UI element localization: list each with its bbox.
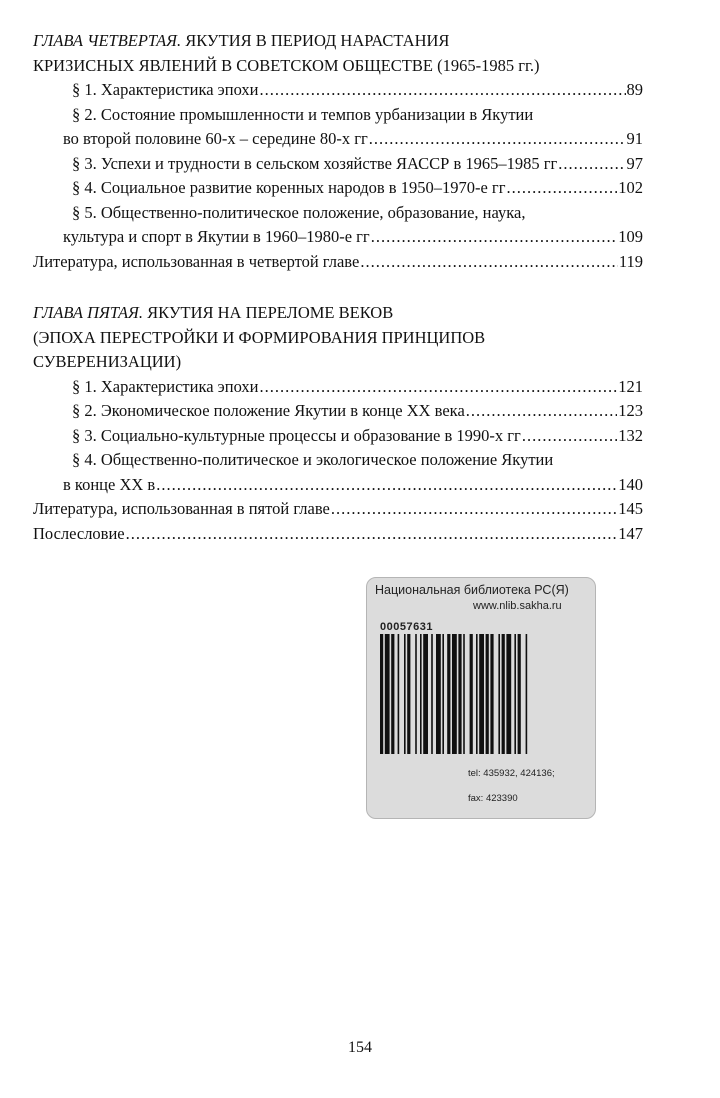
dot-leader — [371, 225, 618, 250]
library-name: Национальная библиотека РС(Я) — [375, 583, 569, 597]
toc-entry-page: 121 — [618, 376, 643, 396]
toc-entry-page: 145 — [618, 499, 643, 518]
toc-entry-title: § 3. Успехи и трудности в сельском хозяйстве ЯАССР в 1965–1985 гг — [72, 153, 558, 173]
toc-entry-title: § 1. Характеристика эпохи — [72, 80, 259, 99]
toc-entry-page: 97 — [626, 153, 643, 173]
toc-entry — [33, 424, 643, 449]
dot-leader — [558, 152, 625, 177]
dot-leader — [156, 473, 617, 498]
toc-entry — [33, 375, 643, 400]
library-fax: fax: 423390 — [468, 793, 518, 804]
barcode-image — [380, 634, 584, 754]
toc-entry-title: § 3. Социально-культурные процессы и образование в 1990-х гг — [72, 425, 521, 445]
chapter-five-heading — [33, 301, 643, 326]
toc-entry-page: 132 — [618, 425, 643, 445]
toc-entry-title: § 2. Состояние промышленности и темпов урбанизации в Якутии — [72, 104, 534, 124]
toc-entry-page: 91 — [626, 129, 643, 148]
chapter-five-heading-title: ЯКУТИЯ НА ПЕРЕЛОМЕ ВЕКОВ — [143, 303, 394, 322]
chapter-five-heading-lead: ГЛАВА ПЯТАЯ. — [33, 303, 144, 322]
toc-entry — [33, 78, 643, 103]
toc-entry — [33, 176, 643, 201]
toc-entry-page: 123 — [618, 401, 643, 420]
barcode-number: 00057631 — [380, 621, 433, 633]
toc-entry-title: § 2. Экономическое положение Якутии в конце XX века — [72, 401, 465, 420]
dot-leader — [506, 176, 617, 201]
toc-literature-entry — [33, 497, 643, 522]
toc-entry-title: § 4. Социальное развитие коренных народов в 1950–1970-е гг — [72, 178, 506, 197]
chapter-four-section — [33, 29, 643, 274]
dot-leader — [360, 250, 618, 275]
toc-entry-title-continued: в конце XX в — [63, 474, 156, 494]
toc-entry-title: § 5. Общественно-политическое положение, образование, наука, — [72, 202, 526, 222]
chapter-four-heading-title: ЯКУТИЯ В ПЕРИОД НАРАСТАНИЯ — [181, 31, 450, 50]
chapter-four-heading-lead: ГЛАВА ЧЕТВЕРТАЯ. — [33, 31, 182, 50]
toc-entry-title: Литература, использованная в четвертой главе — [33, 251, 360, 271]
toc-entry-title: § 1. Характеристика эпохи — [72, 376, 259, 396]
chapter-five-heading-line3: СУВЕРЕНИЗАЦИИ) — [33, 352, 182, 371]
toc-entry — [33, 399, 643, 424]
dot-leader — [260, 375, 618, 400]
toc-entry-page: 140 — [618, 474, 643, 494]
chapter-four-heading-line2: КРИЗИСНЫХ ЯВЛЕНИЙ В СОВЕТСКОМ ОБЩЕСТВЕ (1965-1985 гг.) — [33, 55, 540, 75]
chapter-four-heading — [33, 29, 643, 54]
toc-entry-page: 119 — [618, 251, 643, 271]
dot-leader — [331, 497, 617, 522]
toc-entry-page: 89 — [626, 80, 643, 99]
toc-entry — [33, 473, 643, 498]
toc-entry-title-continued: культура и спорт в Якутии в 1960–1980-е гг — [63, 227, 370, 246]
library-url: www.nlib.sakha.ru — [473, 600, 562, 612]
library-phone: tel: 435932, 424136; — [468, 768, 555, 779]
toc-entry — [33, 127, 643, 152]
toc-entry — [33, 225, 643, 250]
toc-entry-page: 109 — [618, 227, 643, 246]
dot-leader — [126, 522, 618, 547]
page-number: 154 — [348, 1039, 372, 1056]
toc-entry-page: 147 — [618, 523, 643, 543]
toc-entry-title: Послесловие — [33, 523, 125, 543]
toc-literature-entry — [33, 250, 643, 275]
toc-entry-title: Литература, использованная в пятой главе — [33, 499, 330, 518]
toc-entry-title: § 4. Общественно-политическое и экологическое положение Якутии — [72, 450, 554, 469]
toc-entry-title-continued: во второй половине 60-х – середине 80-х гг — [63, 129, 368, 148]
dot-leader — [522, 424, 617, 449]
dot-leader — [260, 78, 626, 103]
toc-afterword-entry — [33, 522, 643, 547]
chapter-five-heading-line2: (ЭПОХА ПЕРЕСТРОЙКИ И ФОРМИРОВАНИЯ ПРИНЦИПОВ — [33, 327, 486, 347]
library-barcode-sticker — [366, 577, 596, 819]
toc-entry — [33, 152, 643, 177]
dot-leader — [466, 399, 617, 424]
toc-entry-page: 102 — [618, 178, 643, 197]
chapter-five-section — [33, 301, 643, 546]
dot-leader — [369, 127, 626, 152]
